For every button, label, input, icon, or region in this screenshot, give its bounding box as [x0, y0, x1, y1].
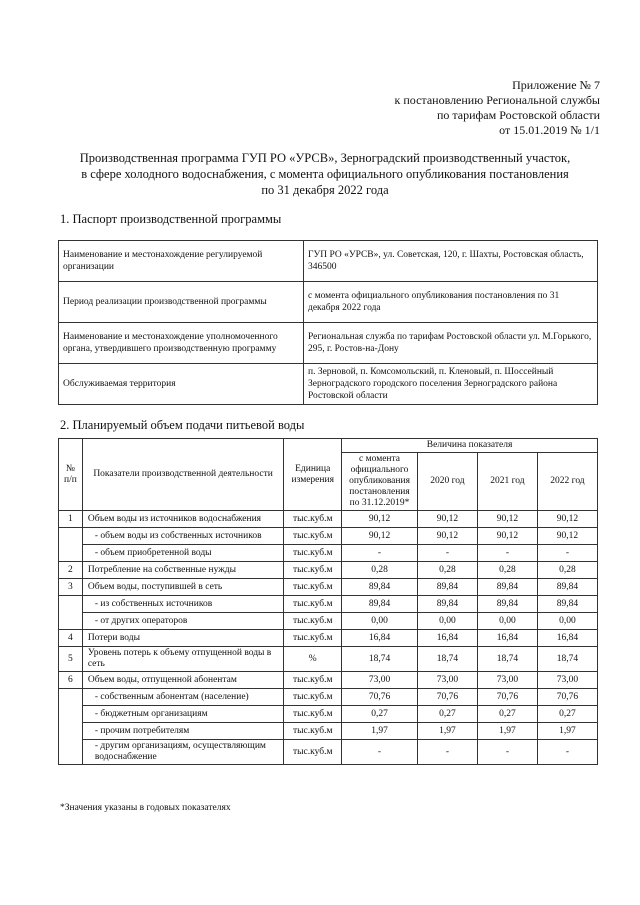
title-line: в сфере холодного водоснабжения, с момента официального опубликования постановления: [81, 167, 569, 181]
row-indicator: Потребление на собственные нужды: [82, 562, 284, 579]
table-row: [59, 323, 598, 364]
row-value: 90,12: [477, 511, 537, 528]
document-title: [60, 150, 590, 198]
row-unit: тыс.куб.м: [284, 545, 342, 562]
row-value: -: [417, 740, 477, 765]
row-value: 70,76: [537, 689, 597, 706]
title-line: по 31 декабря 2022 года: [261, 183, 389, 197]
row-value: 16,84: [342, 630, 418, 647]
appendix-line: по тарифам Ростовской области: [436, 108, 600, 122]
row-value: 0,28: [342, 562, 418, 579]
table-row: [59, 630, 598, 647]
row-value: 0,28: [537, 562, 597, 579]
passport-value: п. Зерновой, п. Комсомольский, п. Кленовый, п. Шоссейный Зерноградского городского поселения Зерноградского района Ростовской области: [304, 364, 598, 405]
row-value: 73,00: [537, 672, 597, 689]
row-value: 73,00: [477, 672, 537, 689]
row-unit: тыс.куб.м: [284, 562, 342, 579]
row-indicator: - собственным абонентам (население): [82, 689, 284, 706]
table-row: [59, 562, 598, 579]
passport-label: Наименование и местонахождение уполномоченного органа, утвердившего производственную программу: [59, 323, 304, 364]
row-value: 0,00: [342, 613, 418, 630]
row-num: 1: [59, 511, 83, 528]
row-value: 90,12: [477, 528, 537, 545]
table-row: [59, 241, 598, 282]
row-value: 90,12: [417, 528, 477, 545]
table-row: [59, 723, 598, 740]
passport-label: Обслуживаемая территория: [59, 364, 304, 405]
row-value: 18,74: [342, 647, 418, 672]
header-value-group: Величина показателя: [342, 439, 598, 453]
table-row: [59, 545, 598, 562]
section-1-heading: 1. Паспорт производственной программы: [60, 212, 282, 226]
passport-value: ГУП РО «УРСВ», ул. Советская, 120, г. Шахты, Ростовская область, 346500: [304, 241, 598, 282]
row-value: 89,84: [537, 596, 597, 613]
row-num: [59, 689, 83, 765]
passport-value: Региональная служба по тарифам Ростовской области ул. М.Горького, 295, г. Ростов-на-Дону: [304, 323, 598, 364]
row-indicator: Потери воды: [82, 630, 284, 647]
row-indicator: Объем воды из источников водоснабжения: [82, 511, 284, 528]
footnote: *Значения указаны в годовых показателях: [60, 803, 231, 813]
table-row: [59, 511, 598, 528]
row-num: 6: [59, 672, 83, 689]
row-value: 0,00: [417, 613, 477, 630]
row-value: 0,27: [417, 706, 477, 723]
row-value: 89,84: [417, 579, 477, 596]
row-value: 89,84: [537, 579, 597, 596]
row-value: 89,84: [477, 596, 537, 613]
header-col-2021: 2021 год: [477, 453, 537, 511]
row-unit: тыс.куб.м: [284, 723, 342, 740]
row-value: 89,84: [342, 579, 418, 596]
row-value: -: [477, 545, 537, 562]
row-unit: тыс.куб.м: [284, 672, 342, 689]
section-2-heading: 2. Планируемый объем подачи питьевой воды: [60, 418, 305, 432]
appendix-line: к постановлению Региональной службы: [394, 93, 600, 107]
row-num: 2: [59, 562, 83, 579]
header-row: [59, 439, 598, 453]
row-value: 70,76: [417, 689, 477, 706]
row-value: -: [342, 545, 418, 562]
row-num: 5: [59, 647, 83, 672]
row-indicator: - прочим потребителям: [82, 723, 284, 740]
row-value: 18,74: [417, 647, 477, 672]
header-indicator: Показатели производственной деятельности: [82, 439, 284, 511]
row-value: -: [342, 740, 418, 765]
row-unit: тыс.куб.м: [284, 613, 342, 630]
appendix-block: [300, 78, 600, 138]
row-value: 16,84: [477, 630, 537, 647]
row-value: 0,27: [477, 706, 537, 723]
row-value: 16,84: [537, 630, 597, 647]
row-value: 16,84: [417, 630, 477, 647]
row-indicator: - объем воды из собственных источников: [82, 528, 284, 545]
row-value: 1,97: [417, 723, 477, 740]
row-indicator: - бюджетным организациям: [82, 706, 284, 723]
passport-label: Наименование и местонахождение регулируемой организации: [59, 241, 304, 282]
header-col-2020: 2020 год: [417, 453, 477, 511]
row-indicator: Объем воды, поступившей в сеть: [82, 579, 284, 596]
row-num: 3: [59, 579, 83, 596]
row-value: 73,00: [342, 672, 418, 689]
row-value: 0,00: [477, 613, 537, 630]
row-num: 4: [59, 630, 83, 647]
row-value: 89,84: [477, 579, 537, 596]
table-row: [59, 647, 598, 672]
appendix-line: Приложение № 7: [512, 78, 600, 92]
row-value: 70,76: [477, 689, 537, 706]
row-unit: тыс.куб.м: [284, 689, 342, 706]
title-line: Производственная программа ГУП РО «УРСВ», Зерноградский производственный участок,: [79, 151, 571, 165]
row-value: -: [537, 740, 597, 765]
table-row: [59, 689, 598, 706]
row-value: 0,27: [537, 706, 597, 723]
table-row: [59, 528, 598, 545]
row-unit: тыс.куб.м: [284, 579, 342, 596]
header-unit: Единица измерения: [284, 439, 342, 511]
water-volume-table: [58, 438, 598, 765]
row-value: -: [477, 740, 537, 765]
row-value: 70,76: [342, 689, 418, 706]
row-unit: %: [284, 647, 342, 672]
header-col-2022: 2022 год: [537, 453, 597, 511]
passport-label: Период реализации производственной программы: [59, 282, 304, 323]
row-indicator: - от других операторов: [82, 613, 284, 630]
row-unit: тыс.куб.м: [284, 740, 342, 765]
row-value: 0,28: [417, 562, 477, 579]
row-indicator: - из собственных источников: [82, 596, 284, 613]
passport-table: [58, 240, 598, 405]
row-value: 90,12: [342, 511, 418, 528]
row-value: -: [417, 545, 477, 562]
row-value: 90,12: [342, 528, 418, 545]
row-value: 0,28: [477, 562, 537, 579]
row-value: 90,12: [537, 528, 597, 545]
row-unit: тыс.куб.м: [284, 630, 342, 647]
row-value: 18,74: [477, 647, 537, 672]
row-value: 1,97: [537, 723, 597, 740]
row-indicator: Уровень потерь к объему отпущенной воды в сеть: [82, 647, 284, 672]
row-value: 0,27: [342, 706, 418, 723]
row-value: 73,00: [417, 672, 477, 689]
row-unit: тыс.куб.м: [284, 706, 342, 723]
header-col-current: с момента официального опубликования постановления по 31.12.2019*: [342, 453, 418, 511]
table-row: [59, 579, 598, 596]
row-indicator: - объем приобретенной воды: [82, 545, 284, 562]
table-row: [59, 282, 598, 323]
row-value: 1,97: [342, 723, 418, 740]
row-value: 18,74: [537, 647, 597, 672]
table-row: [59, 364, 598, 405]
row-value: 89,84: [342, 596, 418, 613]
row-value: 1,97: [477, 723, 537, 740]
row-value: 89,84: [417, 596, 477, 613]
row-unit: тыс.куб.м: [284, 596, 342, 613]
header-num: № п/п: [59, 439, 83, 511]
row-value: 90,12: [537, 511, 597, 528]
table-row: [59, 672, 598, 689]
row-unit: тыс.куб.м: [284, 528, 342, 545]
table-row: [59, 613, 598, 630]
passport-value: с момента официального опубликования постановления по 31 декабря 2022 года: [304, 282, 598, 323]
row-indicator: - другим организациям, осуществляющим водоснабжение: [82, 740, 284, 765]
table-row: [59, 740, 598, 765]
appendix-line: от 15.01.2019 № 1/1: [499, 123, 600, 137]
row-unit: тыс.куб.м: [284, 511, 342, 528]
row-value: -: [537, 545, 597, 562]
row-indicator: Объем воды, отпущенной абонентам: [82, 672, 284, 689]
row-num: [59, 528, 83, 562]
row-value: 0,00: [537, 613, 597, 630]
row-num: [59, 596, 83, 630]
table-row: [59, 706, 598, 723]
table-row: [59, 596, 598, 613]
row-value: 90,12: [417, 511, 477, 528]
